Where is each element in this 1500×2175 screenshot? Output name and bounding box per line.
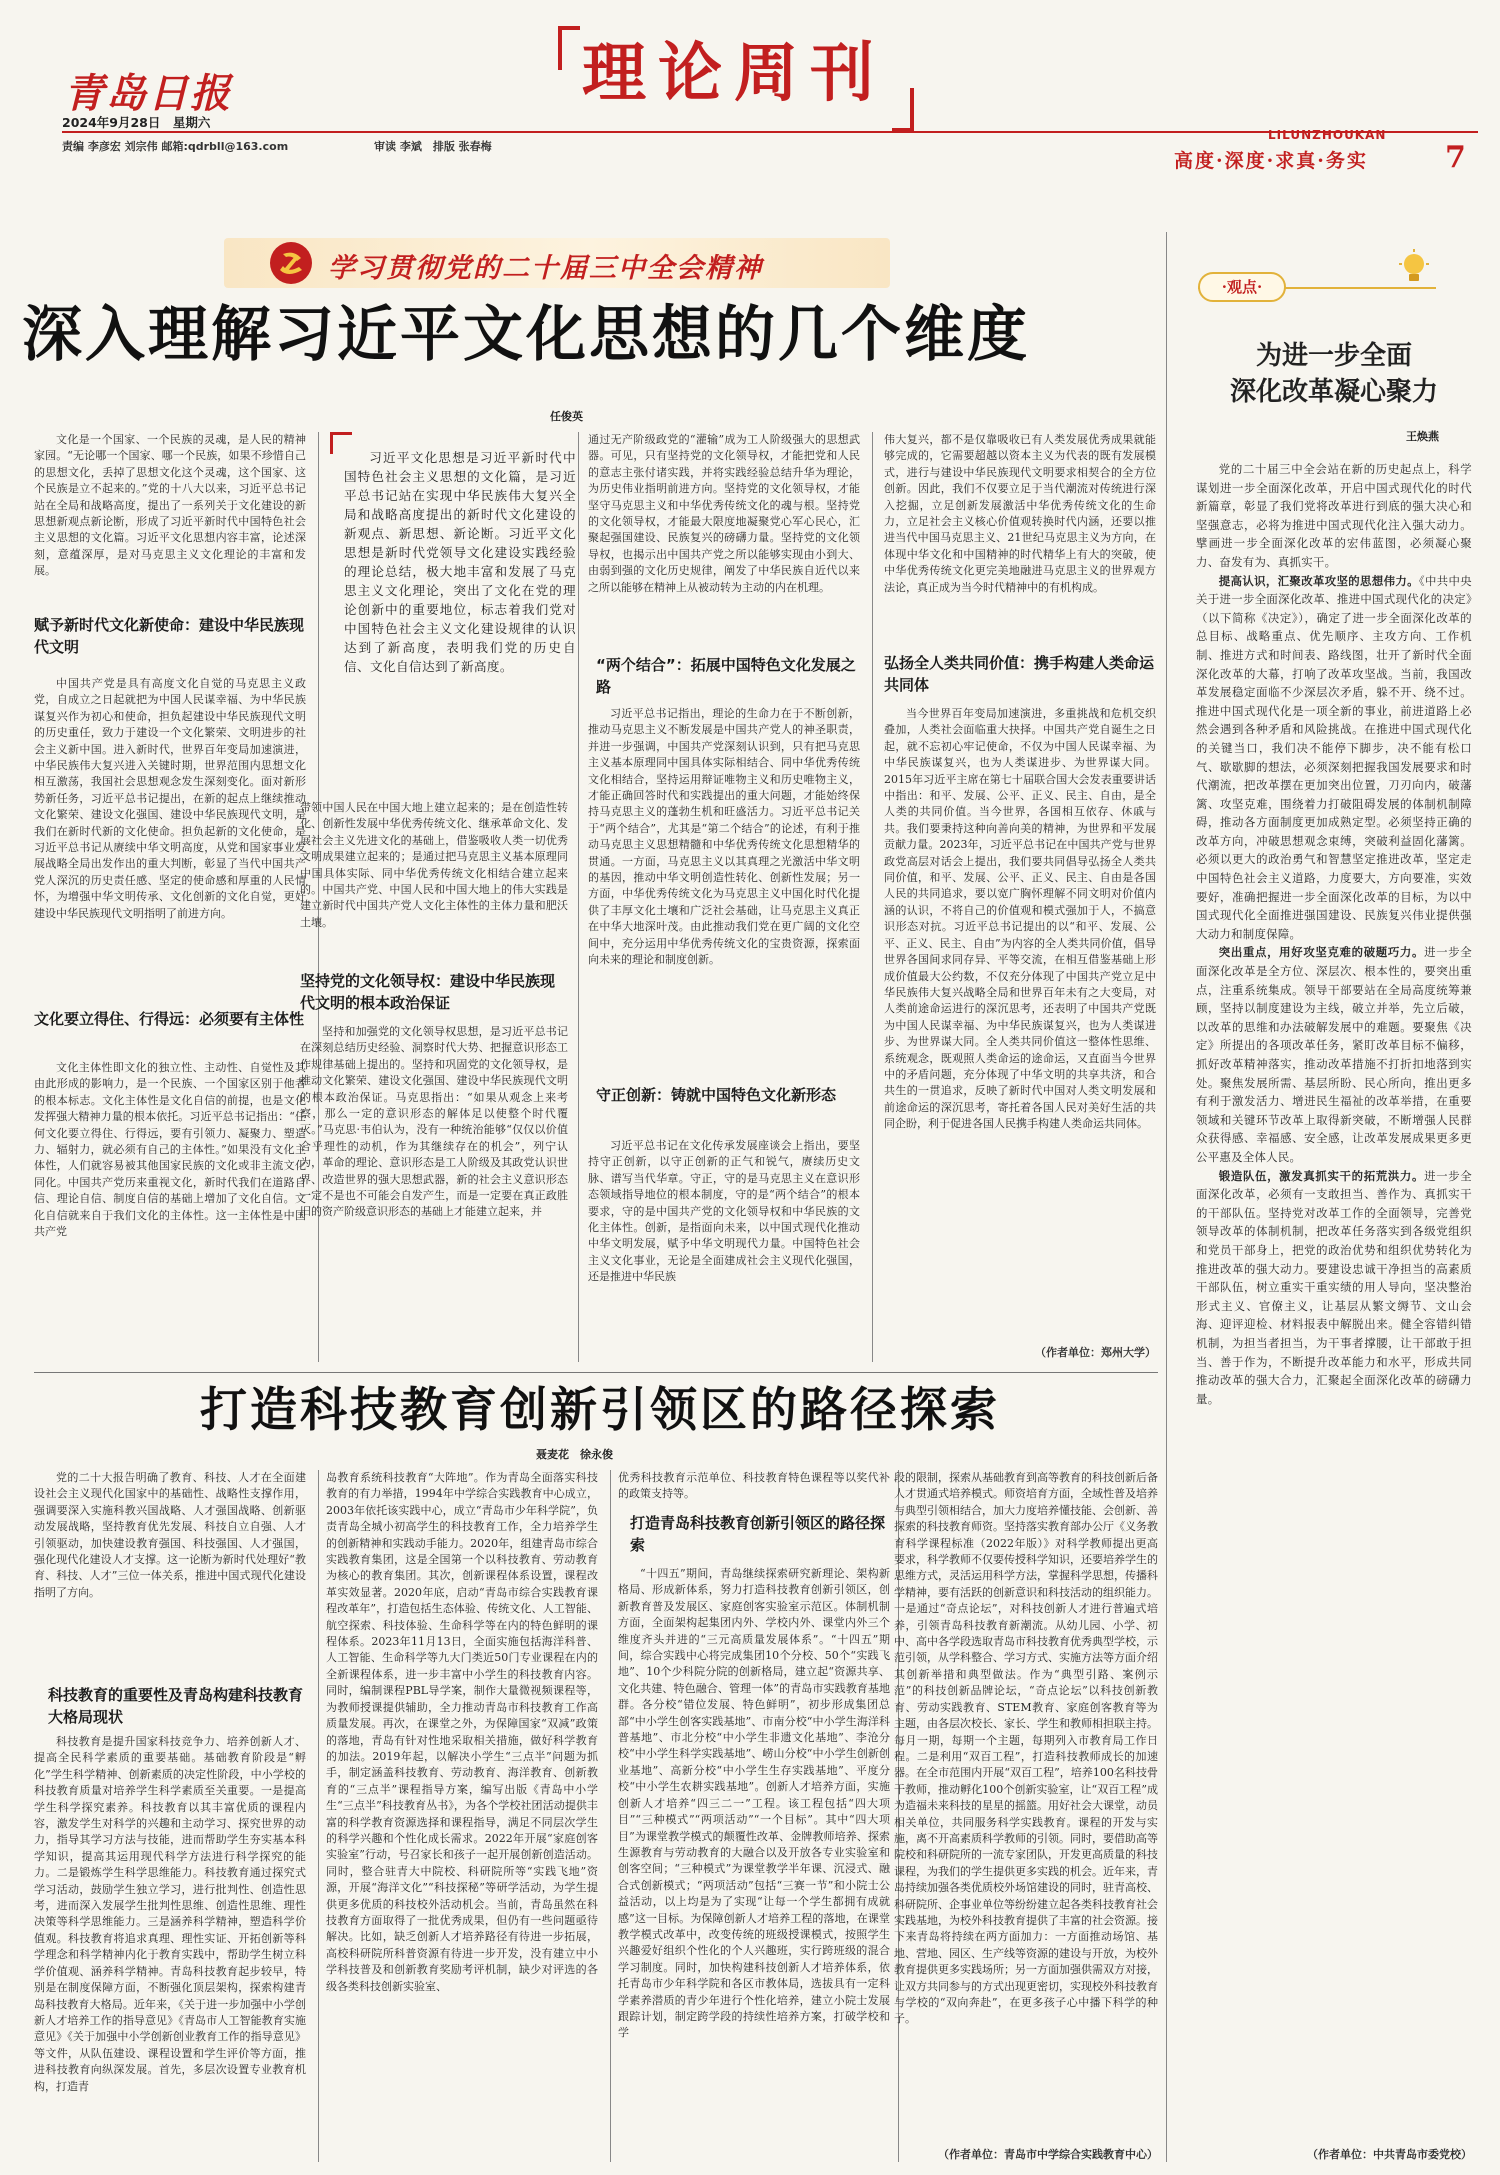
sidebar-tag-box xyxy=(1198,272,1436,304)
article1-sec2: 文化主体性即文化的独立性、主动性、自觉性及其由此形成的影响力，是一个民族、一个国家区别于他者的根本标志。文化主体性是文化自信的前提，也是文化发挥强大精神力量的根本依托。习近平总书记指出：“任何文化要立得住、行得远，要有引领力、凝聚力、塑造力、辐射力，就必须有自己的主体性。”如果没有文化主体性，人们就容易被其他国家民族的文化或非主流文化同化。中国共产党历来重视文化，新时代我们在道路自信、理论自信、制度自信的基础上增加了文化自信。文化自信就来自于我们文化的主体性。这一主体性是中国共产党 xyxy=(34,1061,306,1239)
article1-sec4: 习近平总书记指出，理论的生命力在于不断创新，推动马克思主义不断发展是中国共产党人的神圣职责，并进一步强调，中国共产党深刻认识到，只有把马克思主义基本原理同中国具体实际相结合、同中华优秀传统文化相结合，坚持运用辩证唯物主义和历史唯物主义，才能正确回答时代和实践提出的重大问题，才能始终保持马克思主义的蓬勃生机和旺盛活力。习近平总书记关于“两个结合”，尤其是“第二个结合”的论述，有利于推动马克思主义思想精髓和中华优秀传统文化思想精华的贯通。一方面，马克思主义以其真理之光激活中华文明的基因，推动中华文明创造性转化、创新性发展；另一方面，中华优秀传统文化为马克思主义中国化时代化提供了丰厚文化土壤和广泛社会基础，让马克思主义真正在中华大地深叶茂。由此推动我们党在更广阔的文化空间中，充分运用中华优秀传统文化的宝贵资源，探索面向未来的理论和制度创新。 xyxy=(588,707,860,967)
sidebar-para: 《中共中央关于进一步全面深化改革、推进中国式现代化的决定》（以下简称《决定》），确定了进一步全面深化改革的总目标、战略重点、优先顺序、主攻方向、工作机制、推进方式和时间表、路线图，壮开了新时代全面深化改革的大幕，打响了改革攻坚战。当前，我国改革发展稳定面临不少深层次矛盾，躲不开、绕不过。推进中国式现代化是一项全新的事业，前进道路上必然会遇到各种矛盾和风险挑战。在推进中国式现代化的关键当口，我们决不能停下脚步，决不能有松口气、歇歇脚的想法，必须深刻把握我国发展要求和时代潮流，把改革摆在更加突出位置，刀刃向内，破藩篱、攻坚克难，围绕着力打破阻碍发展的体制机制障碍，推动各方面制度更加成熟定型。必须坚持正确的改革方向，冲破思想观念束缚，突破利益固化藩篱。必须以更大的政治勇气和智慧坚定推进改革，坚定走中国特色社会主义道路，力度要大，方向要准，实效要好，准确把握进一步全面深化改革的目标，为以中国式现代化全面推进强国建设、民族复兴伟业提供强大动力和制度保障。 xyxy=(1196,573,1472,941)
sidebar-para: 进一步全面深化改革是全方位、深层次、根本性的，要突出重点，注重系统集成。领导干部要站在全局高度统筹兼顾，坚持以制度建设为主线，破立并举，先立后破，以改革的思维和办法破解发展中的难题。要聚焦《决定》所提出的各项改革任务，紧盯改革目标不偏移，抓好改革精神落实，推动改革措施不打折扣地落到实处。聚焦发展所需、基层所盼、民心所向，推出更多有利于激发活力、增进民生福祉的改革举措，在重要领域和关键环节改革上取得新突破，不断增强人民群众获得感、幸福感、安全感，让改革发展成果更多更公平惠及全体人民。 xyxy=(1196,945,1472,1164)
article1-sub1: 赋予新时代文化新使命：建设中华民族现代文明 xyxy=(34,616,305,656)
article2-title: 打造科技教育创新引领区的路径探索 xyxy=(200,1383,1000,1438)
article2-col1b: 科技教育是提升国家科技竞争力、培养创新人才、提高全民科学素质的重要基础。基础教育阶段是“孵化”学生科学精神、创新素质的决定性阶段，中小学校的科技教育质量对培养学生科学素质至关重要。一是提高学生科学探究素养。科技教育以其丰富优质的课程内容，激发学生对科学的兴趣和主动学习、探究世界的动力，指导其学习方法与技能，进而帮助学生夯实基本科学知识，提高其运用现代科学方法进行科学探究的能力。二是锻炼学生科学思维能力。科技教育通过探究式学习活动，鼓励学生独立学习，进行批判性、创造性思考，进而深入发展学生批判性思维、创造性思维、理性决策等科学思维能力。三是涵养科学精神，塑造科学价值观。科技教育将追求真理、理性实证、开拓创新等科学理念和科学精神内化于教育实践中，帮助学生树立科学价值观、涵养科学精神。青岛科技教育起步较早，特别是在制度保障方面，不断强化顶层架构，探索构建青岛科技教育大格局。近年来，《关于进一步加强中小学创新人才培养工作的指导意见》《青岛市人工智能教育实施意见》《关于加强中小学创新创业教育工作的指导意见》等文件，从队伍建设、课程设置和学生评价等方面，推进科技教育向纵深发展。首先，多层次设置专业教育机构，打造青 xyxy=(34,1735,306,2093)
section-slogan: 高度·深度·求真·务实 xyxy=(1174,150,1368,172)
sidebar-para: 进一步全面深化改革，必须有一支敢担当、善作为、真抓实干的干部队伍。坚持党对改革工作的全面领导，完善党领导改革的体制机制，把改革任务落实到各级党组织和党员干部身上，把党的政治优势和组织优势转化为推进改革的强大动力。要建设忠诚干净担当的高素质干部队伍，树立重实干重实绩的用人导向，坚决整治形式主义、官僚主义，让基层从繁文缛节、文山会海、迎评迎检、材料报表中解脱出来。健全容错纠错机制，为担当者担当，为干事者撑腰，让干部敢于担当、善于作为，不断提升改革能力和水平，形成共同推动改革的强大合力，汇聚起全面深化改革的磅礴力量。 xyxy=(1196,1168,1472,1406)
article1-lead: 文化是一个国家、一个民族的灵魂，是人民的精神家园。“无论哪一个国家、哪一个民族，如果不珍惜自己的思想文化，丢掉了思想文化这个灵魂，这个国家、这个民族是立不起来的。”党的十八大以来，习近平总书记站在全局和战略高度，提出了一系列关于文化建设的新思想新观点新论断，形成了习近平新时代中国特色社会主义思想的文化篇。习近平文化思想内容丰富，论述深刻，意蕴深厚，是对马克思主义文化理论的丰富和发展。 xyxy=(34,433,306,578)
pull-quote: 习近平文化思想是习近平新时代中国特色社会主义思想的文化篇，是习近平总书记站在实现中华民族伟大复兴全局和战略高度提出的新时代文化建设的新观点、新思想、新论断。习近平文化思想是新时代党领导文化建设实践经验的理论总结，极大地丰富和发展了马克思主义文化理论，突出了文化在党的理论创新中的重要地位，标志着我们党对中国特色社会主义文化建设规律的认识达到了新高度，表明我们党的历史自信、文化自信达到了新高度。 xyxy=(344,450,576,674)
article1-author: 任俊英 xyxy=(550,410,583,423)
masthead xyxy=(0,0,1500,178)
article-divider xyxy=(34,1372,1158,1373)
review-line: 审读 李斌 排版 张春梅 xyxy=(374,140,492,153)
article1-affiliation: （作者单位：郑州大学） xyxy=(1035,1346,1156,1359)
article1-sec3: 坚持和加强党的文化领导权思想，是习近平总书记在深刻总结历史经验、洞察时代大势、把握意识形态工作规律基础上提出的。坚持和巩固党的文化领导权，是推动文化繁荣、建设文化强国、建设中华民族现代文明的根本政治保证。马克思指出：“如果从观念上来考察，那么一定的意识形态的解体足以使整个时代覆灭。”马克思·韦伯认为，没有一种统治能够“仅仅以价值合乎理性的动机，作为其继续存在的机会”，列宁认为，革命的理论、意识形态是工人阶级及其政党认识世界、改造世界的强大思想武器，新的社会主义意识形态一定不是也不可能会自发产生，而是一定要在真正政胜旧的资产阶级意识形态的基础上才能建立起来，并 xyxy=(300,1025,568,1219)
page-number: 7 xyxy=(1445,140,1466,175)
sidebar-divider xyxy=(1166,232,1167,2162)
section-bracket-right xyxy=(892,88,914,132)
article2-col3: “十四五”期间，青岛继续探索研究新理论、架构新格局、形成新体系，努力打造科技教育创新引领区，创新教育普及发展区、家庭创客实验室示范区。体制机制方面，全面架构起集团内外、学校内外、课堂内外三个维度齐头并进的“三元高质量发展体系”。“十四五”期间，综合实践中心将完成集团10个分校、50个“实践飞地”、10个少科院分院的创新格局，建立起“资源共享、文化共建、特色融合、管理一体”的青岛市实践教育基地群。各分校“错位发展、特色鲜明”，初步形成集团总部“中小学生创客实践基地”、市南分校“中小学生海洋科普基地”、市北分校“中小学生非遗文化基地”、李沧分校“中小学生科学实践基地”、崂山分校“中小学生创新创业基地”、高新分校“中小学生生存实践基地”、平度分校“中小学生农耕实践基地”。创新人才培养方面，实施创新人才培养“四三二一”工程。该工程包括“四大项目”“三种模式”“两项活动”“一个目标”。其中“四大项目”为课堂教学模式的颠覆性改革、金牌教师培养、探索生源教育与劳动教育的大融合以及开放各专业实验室和创客空间；“三种模式”为课堂教学半年课、沉浸式、融合式创新模式；“两项活动”包括“三赛一节”和小院士公益活动，以上均是为了实现“让每一个学生都拥有成就感”这一目标。为保障创新人才培养工程的落地，在课堂教学模式改革中，改变传统的班级授课模式，按照学生兴趣爱好组织个性化的个人兴趣班，实行跨班级的混合学习制度。同时，加快构建科技创新人才培养体系，依托青岛市少年科学院和各区市教体局，选拔具有一定科学素养潜质的青少年进行个性化培养，建立小院士发展跟踪计划，制定跨学段的持续性培养方案，打破学校和学 xyxy=(618,1567,890,2040)
party-emblem-icon xyxy=(268,240,314,286)
pull-quote-box xyxy=(330,432,578,784)
section-title: 理论周刊 xyxy=(582,36,886,111)
sidebar-body xyxy=(1196,460,1472,2144)
col-divider xyxy=(318,1470,319,2162)
article2-col2: 岛教育系统科技教育“大阵地”。作为青岛全面落实科技教育的有力举措，1994年中学综合实践教育中心成立，2003年依托该实践中心，成立“青岛市少年科学院”，负责青岛全城小初高学生的科技教育工作，全力培养学生的创新精神和实践动手能力。2020年，组建青岛市综合实践教育集团，这是全国第一个以科技教育、劳动教育为核心的教育集团。其次，创新课程体系设置，课程改革实效显著。2020年底，启动“青岛市综合实践教育课程改革年”，打造包括生态体验、传统文化、人工智能、航空探索、科技体验、生命科学等在内的特色鲜明的课程体系。2023年11月13日，全面实施包括海洋科普、人工智能、生命科学等九大门类近50门专业课程在内的全新课程体系，进一步丰富中小学生的科技教育内容。同时，编制课程PBL导学案，制作大量微视频课程等，为教师授课提供辅助，全力推动青岛市科技教育工作高质量发展。再次，在课堂之外，为保障国家“双减”政策的落地，青岛有针对性地采取相关措施，做好科学教育的加法。2019年起，以解决小学生“三点半”问题为抓手，制定涵盖科技教育、劳动教育、海洋教育、创新教育的“三点半”课程指导方案，编写出版《青岛中小学生“三点半”科技教育丛书》，为各个学校社团活动提供丰富的科学教育资源选择和课程指导，满足不同层次学生的科学兴趣和个性化成长需求。2022年开展“家庭创客实验室”行动，号召家长和孩子一起开展创新创造活动。同时，整合驻青大中院校、科研院所等“实践飞地”资源，开展“海洋文化”“科技探秘”等研学活动，为学生提供更多优质的科技校外活动机会。当前，青岛虽然在科技教育方面取得了一批优秀成果，但仍有一些问题亟待解决。比如，缺乏创新人才培养路径有待进一步拓展，高校科研院所科普资源有待进一步开发，没有建立中小学科技普及和创新教育奖励考评机制，缺少对评选的各级各类科技创新实验室、 xyxy=(326,1471,598,1993)
col-divider xyxy=(610,1470,611,2162)
masthead-rule xyxy=(62,131,1478,133)
article1-col3-top: 通过无产阶级政党的“灌输”成为工人阶级强大的思想武器。可见，只有坚持党的文化领导权，才能把党和人民的意志主张付诸实践，并将实践经验总结升华为理论，为历史伟业指明前进方向。坚持党的文化领导权，才能坚守马克思主义和中华优秀传统文化的魂与根。坚持党的文化领导权，才能最大限度地凝聚党心军心民心，汇聚起强国建设、民族复兴的磅礴力量。坚持党的文化领导权，也揭示出中国共产党之所以能够实现由小到大、由弱到强的文化历史规律，阐发了中华民族自近代以来之所以能够在精神上从被动转为主动的内在机理。 xyxy=(588,433,860,594)
article1-col2-lower: 带领中国人民在中国大地上建立起来的；是在创造性转化、创新性发展中华优秀传统文化、继承革命文化、发展社会主义先进文化的基础上，借鉴吸收人类一切优秀文明成果建立起来的；是通过把马克思主义基本原理同中国具体实际、同中华优秀传统文化相结合建立起来的。中国共产党、中国人民和中国大地上的伟大实践是建立新时代中国共产党人文化主体性的主体力量和肥沃土壤。 xyxy=(300,801,568,929)
article1-sec1: 中国共产党是具有高度文化自觉的马克思主义政党，自成立之日起就把为中国人民谋幸福、为中华民族谋复兴作为初心和使命，担负起建设中华民族现代文明的历史重任，致力于建设一个文化繁荣、文明进步的社会主义新中国。进入新时代，世界百年变局加速演进，中华民族伟大复兴进入关键时期，世界范围内思想文化相互激荡，我国社会思想观念发生深刻变化。面对新形势新任务，习近平总书记提出，在新的起点上继续推动文化繁荣、建设文化强国、建设中华民族现代文明，是我们在新时代新的文化使命。担负起新的文化使命，是习近平总书记从赓续中华文明高度，从党和国家事业发展战略全局出发作出的重大判断，彰显了当代中国共产党人深沉的历史责任感、坚定的使命感和厚重的人民情怀，为增强中华文明传承、文化创新的文化自觉，更好建设中华民族现代文明指明了前进方向。 xyxy=(34,677,306,920)
section-bracket-left xyxy=(558,26,580,70)
issue-date: 2024年9月28日 星期六 xyxy=(62,115,211,130)
sidebar-heading: 锻造队伍，激发真抓实干的拓荒洪力。 xyxy=(1218,1168,1425,1183)
article2-sub2: 打造青岛科技教育创新引领区的路径探索 xyxy=(630,1514,886,1554)
sidebar-author: 王焕燕 xyxy=(1406,430,1439,443)
sidebar-tag: ·观点· xyxy=(1198,272,1286,302)
col-divider xyxy=(872,432,873,1362)
article2-sub1: 科技教育的重要性及青岛构建科技教育大格局现状 xyxy=(48,1686,304,1726)
article1-sub6: 弘扬全人类共同价值：携手构建人类命运共同体 xyxy=(884,654,1155,694)
article2-affiliation: （作者单位：青岛市中学综合实践教育中心） xyxy=(938,2148,1158,2161)
article2-author: 聂麦花 徐永俊 xyxy=(536,1448,613,1461)
paper-logo: 青岛日报 xyxy=(64,70,232,117)
article1-sec5: 习近平总书记在文化传承发展座谈会上指出，要坚持守正创新，以守正创新的正气和锐气，赓续历史文脉、谱写当代华章。守正，守的是马克思主义在意识形态领域指导地位的根本制度，守的是“两个结合”的根本要求，守的是中国共产党的文化领导权和中华民族的文化主体性。创新，是指面向未来，以中国式现代化推动中华文明发展，赋予中华文明现代力量。中国特色社会主义文化事业，无论是全面建成社会主义现代化强国，还是推进中华民族 xyxy=(588,1139,860,1284)
sidebar-title-line2: 深化改革凝心聚力 xyxy=(1229,377,1438,407)
editor-line: 责编 李彦宏 刘宗伟 邮箱:qdrbll@163.com xyxy=(62,140,289,153)
banner-text: 学习贯彻党的二十届三中全会精神 xyxy=(328,253,763,284)
article2-col1: 党的二十大报告明确了教育、科技、人才在全面建设社会主义现代化国家中的基础性、战略性支撑作用，强调要深入实施科教兴国战略、人才强国战略、创新驱动发展战略，坚持教育优先发展、科技自立自强、人才引领驱动，加快建设教育强国、科技强国、人才强国，强化现代化建设人才支撑。这一论断为新时代处理好“教育、科技、人才”三位一体关系，推进中国式现代化建设指明了方向。 xyxy=(34,1471,306,1599)
article1-sub4: “两个结合”：拓展中国特色文化发展之路 xyxy=(596,656,856,696)
article1-sub2: 文化要立得住、行得远：必须要有主体性 xyxy=(34,1010,305,1028)
article1-col4-top: 伟大复兴，都不是仅靠吸收已有人类发展优秀成果就能够完成的，它需要超越以资本主义为代表的既有发展模式，进行与建设中华民族现代文明要求相契合的全方位创新。因此，我们不仅要立足于当代潮流对传统进行深入挖掘，立足创新发展激活中华优秀传统文化的生命力，立足社会主义核心价值观转换时代内涵，还要以推进当代中国马克思主义、21世纪马克思主义为方向，在体现中华文化和中国精神的时代精华上有大的突破，使中华优秀传统文化更完美地融进马克思主义的世界观方法论，真正成为当今时代精神中的有机构成。 xyxy=(884,433,1156,594)
article1-sub3: 坚持党的文化领导权：建设中华民族现代文明的根本政治保证 xyxy=(300,972,556,1012)
col-divider xyxy=(578,432,579,1362)
section-pinyin: LILUNZHOUKAN xyxy=(1268,128,1387,142)
theme-banner xyxy=(224,238,890,288)
article1-sec6: 当今世界百年变局加速演进，多重挑战和危机交织叠加，人类社会面临重大抉择。中国共产党自诞生之日起，就不忘初心牢记使命，不仅为中国人民谋幸福、为中华民族谋复兴，也为人类谋进步、为世界谋大同。2015年习近平主席在第七十届联合国大会发表重要讲话中指出：和平、发展、公平、正义、民主、自由，是全人类的共同价值。当今世界，各国相互依存、休戚与共。我们要秉持这种向善向美的精神，为世界和平发展贡献力量。2023年，习近平总书记在中国共产党与世界政党高层对话会上提出，我们要共同倡导弘扬全人类共同价值，和平、发展、公平、正义、民主、自由是各国人民的共同追求，要以宽广胸怀理解不同文明对价值内涵的认识，不将自己的价值观和模式强加于人，不搞意识形态对抗。习近平总书记提出的以“和平、发展、公平、正义、民主、自由”为内容的全人类共同价值，倡导世界各国间求同存异、平等交流，在相互借鉴基础上形成价值最大公约数，不仅充分体现了中国共产党立足中华民族伟大复兴战略全局和世界百年未有之大变局，对人类前途命运进行的深沉思考，还表明了中国共产党既为中国人民谋幸福、为中华民族谋复兴，也为人类谋进步、为世界谋大同。全人类共同价值这一整体性思维、系统观念，既观照人类命运的途命运，又直面当今世界中的矛盾问题，充分体现了中华文明的共享共济，和合共生的一贯追求，反映了新时代中国对人类文明发展和前途命运的深沉思考，寄托着各国人民对美好生活的共同企盼，利于促进各国人民携手构建人类命运共同体。 xyxy=(884,707,1156,1131)
article2-col4: 段的限制，探索从基础教育到高等教育的科技创新后备人才贯通式培养模式。师资培育方面，全域性普及培养与典型引领相结合，加大力度培养懂技能、会创新、善探索的科技教育师资。坚持落实教育部办公厅《义务教育科学课程标准（2022年版）》对科学教师提出更高要求，科学教师不仅要传授科学知识，还要培养学生的思维方式，灵活运用科学方法，掌握科学思想，传播科学精神，要有活跃的创新意识和科技活动的组织能力。一是通过“奇点论坛”，对科技创新人才进行普遍式培养，引领青岛科技教育新潮流。从幼儿园、小学、初中、高中各学段选取青岛市科技教育优秀典型学校，示范引领，从学科整合、学习方式、实施方法等方面介绍其创新举措和典型做法。作为“典型引路、案例示范”的科技创新品牌论坛，“奇点论坛”以科技创新教育、劳动实践教育、STEM教育、家庭创客教育等为主题，由各层次校长、家长、学生和教师相担联主持。每月一期，每期一个主题，每期列入市教育局工作日程。二是利用“双百工程”，打造科技教师成长的加速器。在全市范围内开展“双百工程”，培养100名科技骨干教师，推动孵化100个创新实验室，让“双百工程”成为造福未来科技的星星的摇篮。用好社会大课堂，动员相关单位，共同服务科学实践教育。课程的开发与实施，离不开高素质科学教师的引领。同时，要借助高等院校和科研院所的一流专家团队，开发更高质量的科技课程，为我们的学生提供更多实践的机会。近年来，青岛持续加强各类优质校外场馆建设的同时，驻青高校、科研院所、企事业单位等纷纷建立起各类科技教育社会实践基地，为校外科技教育提供了丰富的社会资源。接下来青岛将持续在两方面加力：一方面推动场馆、基地、营地、园区、生产线等资源的建设与开放，为校外教育提供更多实践场所；另一方面加强供需双方对接，让双方共同参与的方式出现更密切，实现校外科技教育与学校的“双向奔赴”，在更多孩子心中播下科学的种子。 xyxy=(894,1471,1158,2026)
sidebar-heading: 突出重点，用好攻坚克难的破题巧力。 xyxy=(1218,945,1425,960)
article2-col3-top: 优秀科技教育示范单位、科技教育特色课程等以奖代补的政策支持等。 xyxy=(618,1471,890,1501)
sidebar-affiliation: （作者单位：中共青岛市委党校） xyxy=(1307,2148,1472,2161)
lightbulb-icon xyxy=(1394,248,1434,288)
article1-sub5: 守正创新：铸就中国特色文化新形态 xyxy=(596,1086,837,1104)
sidebar-title xyxy=(1196,338,1472,410)
article1-title: 深入理解习近平文化思想的几个维度 xyxy=(22,300,1030,370)
sidebar-para: 党的二十届三中全会站在新的历史起点上，科学谋划进一步全面深化改革，开启中国式现代化的时代新篇章，彰显了我们党将改革进行到底的强大决心和坚强意志，必将为推进中国式现代化注入强大动力。擘画进一步全面深化改革的宏伟蓝图，必须凝心聚力、奋发有为、真抓实干。 xyxy=(1196,462,1472,569)
sidebar-title-line1: 为进一步全面 xyxy=(1255,341,1412,371)
sidebar-heading: 提高认识，汇聚改革攻坚的思想伟力。 xyxy=(1218,573,1419,588)
